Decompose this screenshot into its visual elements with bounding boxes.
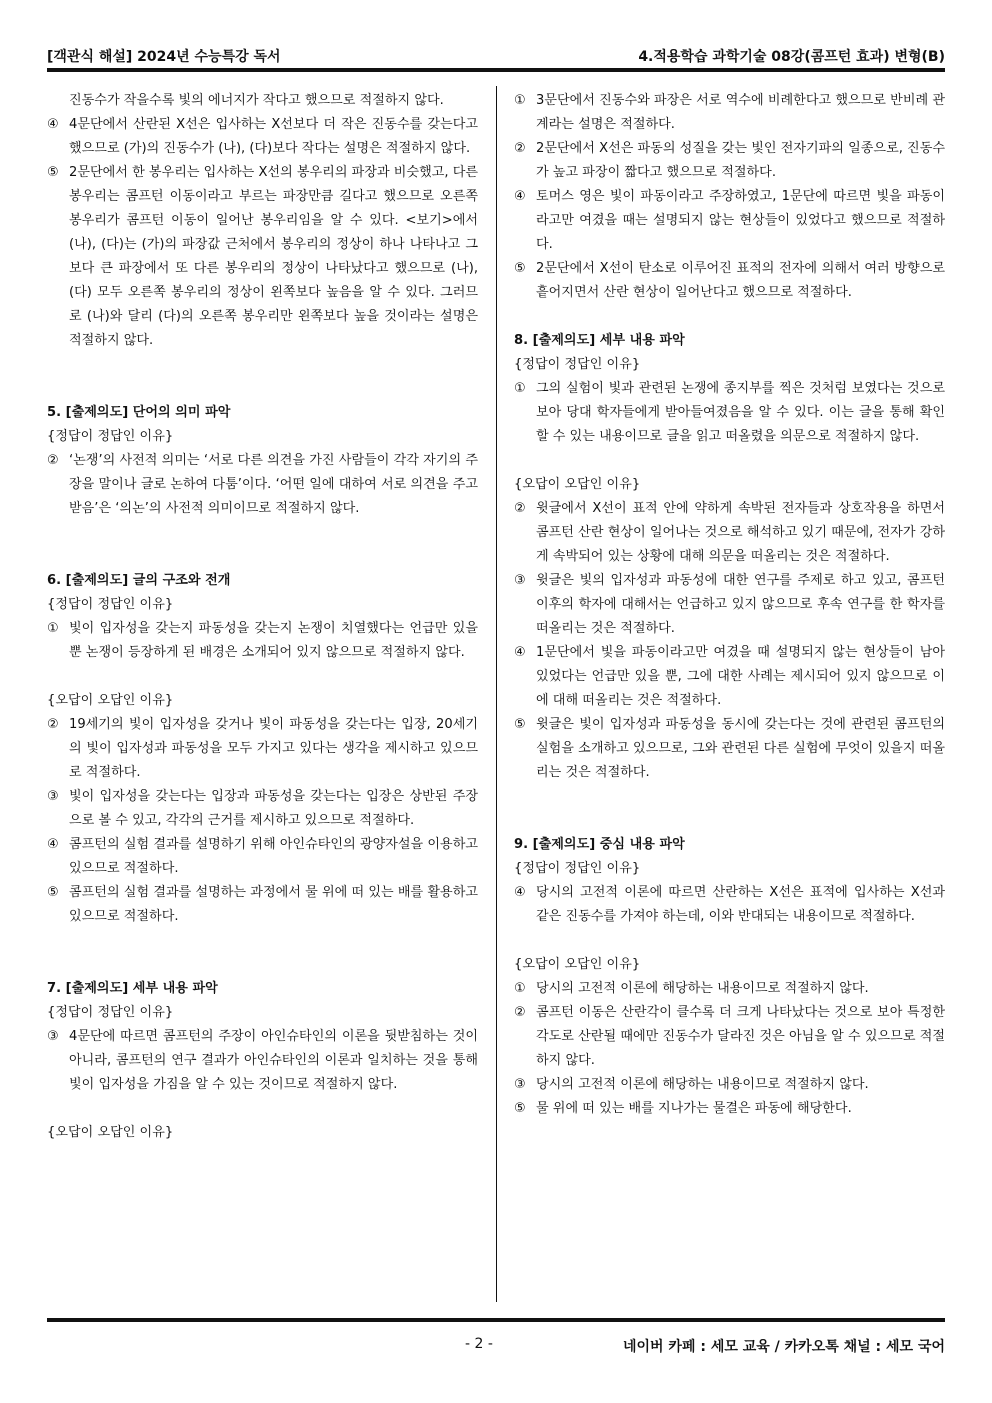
header-rule: [47, 68, 945, 72]
explanation-text: 콤프턴 이동은 산란각이 클수록 더 크게 나타났다는 것으로 보아 특정한 각도로 산란될 때에만 진동수가 달라진 것은 아님을 알 수 있으므로 적절하지 않다.: [536, 1005, 945, 1068]
choice-number: ③: [514, 1077, 526, 1092]
explanation-text: ‘논쟁’의 사전적 의미는 ‘서로 다른 의견을 가진 사람들이 각각 자기의 주장을 말이나 글로 논하여 다툼’이다. ‘어떤 일에 대하여 서로 의견을 주고받음’은 ‘의논’의 사전적 의미이므로 적절하지 않다.: [69, 453, 478, 516]
explanation-text: 2문단에서 한 봉우리는 입사하는 X선의 봉우리의 파장과 비슷했고, 다른 봉우리는 콤프턴 이동이라고 부르는 파장만큼 길다고 했으므로 오른쪽 봉우리가 콤프턴 이동이 일어난 봉우리임을 알 수 있다. <보기>에서 (나), (다)는 (가)의 파장값 근처에서 봉우리의 정상이 하나 나타나고 그보다 큰 파장에서 또 다른 봉우리의 정상이 나타났다고 했으므로 (나), (다) 모두 오른쪽 봉우리의 정상이 왼쪽보다 높음을 알 수 있다. 그러므로 (나)와 달리 (다)의 오른쪽 봉우리만 왼쪽보다 높을 것이라는 설명은 적절하지 않다.: [69, 165, 478, 348]
explanation-item: [47, 449, 478, 521]
header-doc-title: [객관식 해설] 2024년 수능특강 독서: [47, 49, 281, 65]
page-header: [47, 44, 945, 66]
explanation-item: [47, 713, 478, 785]
question-heading: 6. [출제의도] 글의 구조와 전개: [47, 573, 231, 588]
choice-number: ②: [514, 501, 526, 516]
choice-number: ④: [47, 837, 59, 852]
answer-reason-label: {오답이 오답인 이유}: [514, 477, 641, 492]
column-divider: [496, 86, 497, 1302]
choice-number: ②: [514, 141, 526, 156]
explanation-item: [514, 1097, 945, 1121]
explanation-text: 콤프턴의 실험 결과를 설명하기 위해 아인슈타인의 광양자설을 이용하고 있으므로 적절하다.: [69, 837, 478, 876]
header-section-title: 4.적용학습 과학기술 08강(콤프턴 효과) 변형(B): [638, 49, 945, 65]
left-column: [47, 89, 478, 1145]
explanation-item: [514, 377, 945, 449]
question-heading: 5. [출제의도] 단어의 의미 파악: [47, 405, 231, 420]
choice-number: ⑤: [514, 717, 526, 732]
choice-number: ③: [47, 789, 59, 804]
choice-number: ⑤: [514, 1101, 526, 1116]
answer-reason-label: {오답이 오답인 이유}: [47, 693, 174, 708]
spacer: [514, 929, 945, 953]
spacer: [47, 1097, 478, 1121]
choice-number: ⑤: [47, 165, 59, 180]
answer-reason-label: {정답이 정답인 이유}: [47, 597, 174, 612]
spacer: [47, 353, 478, 377]
explanation-text: 당시의 고전적 이론에 따르면 산란하는 X선은 표적에 입사하는 X선과 같은 진동수를 가져야 하는데, 이와 반대되는 내용이므로 적절하다.: [536, 885, 945, 924]
spacer: [47, 929, 478, 953]
explanation-item: [514, 137, 945, 185]
choice-number: ④: [514, 189, 526, 204]
explanation-text: 빛이 입자성을 갖는다는 입장과 파동성을 갖는다는 입장은 상반된 주장으로 볼 수 있고, 각각의 근거를 제시하고 있으므로 적절하다.: [69, 789, 478, 828]
choice-number: ②: [514, 1005, 526, 1020]
explanation-item: [514, 185, 945, 257]
spacer: [47, 665, 478, 689]
explanation-text: 토머스 영은 빛이 파동이라고 주장하였고, 1문단에 따르면 빛을 파동이라고만 여겼을 때는 설명되지 않는 현상들이 있었다고 했으므로 적절하다.: [536, 189, 945, 252]
question-heading: 7. [출제의도] 세부 내용 파악: [47, 981, 218, 996]
explanation-text: 당시의 고전적 이론에 해당하는 내용이므로 적절하지 않다.: [536, 1077, 869, 1092]
right-column: [514, 89, 945, 1121]
page-number: - 2 -: [465, 1336, 493, 1352]
explanation-text: 빛이 입자성을 갖는지 파동성을 갖는지 논쟁이 치열했다는 언급만 있을 뿐 논쟁이 등장하게 된 배경은 소개되어 있지 않으므로 적절하지 않다.: [69, 621, 478, 660]
explanation-item: [47, 113, 478, 161]
choice-number: ④: [47, 117, 59, 132]
explanation-item: [47, 161, 478, 353]
explanation-item: [514, 881, 945, 929]
explanation-continuation: 진동수가 작을수록 빛의 에너지가 작다고 했으므로 적절하지 않다.: [69, 93, 444, 108]
explanation-text: 물 위에 떠 있는 배를 지나가는 물결은 파동에 해당한다.: [536, 1101, 852, 1116]
explanation-text: 1문단에서 빛을 파동이라고만 여겼을 때 설명되지 않는 현상들이 남아 있었다는 언급만 있을 뿐, 그에 대한 사례는 제시되어 있지 않으므로 이에 대해 떠올리는 것은 적절하다.: [536, 645, 945, 708]
choice-number: ②: [47, 453, 59, 468]
answer-reason-label: {오답이 오답인 이유}: [514, 957, 641, 972]
explanation-item: [514, 569, 945, 641]
explanation-item: [514, 977, 945, 1001]
choice-number: ④: [514, 885, 526, 900]
choice-number: ②: [47, 717, 59, 732]
explanation-item: [47, 785, 478, 833]
spacer: [47, 521, 478, 545]
footer-channel-info: 네이버 카페 : 세모 교육 / 카카오톡 채널 : 세모 국어: [622, 1339, 945, 1355]
choice-number: ④: [514, 645, 526, 660]
explanation-item: [47, 833, 478, 881]
question-heading: 8. [출제의도] 세부 내용 파악: [514, 333, 685, 348]
explanation-text: 당시의 고전적 이론에 해당하는 내용이므로 적절하지 않다.: [536, 981, 869, 996]
answer-reason-label: {오답이 오답인 이유}: [47, 1125, 174, 1140]
spacer: [47, 377, 478, 401]
choice-number: ①: [514, 981, 526, 996]
choice-number: ⑤: [514, 261, 526, 276]
explanation-text: 2문단에서 X선은 파동의 성질을 갖는 빛인 전자기파의 일종으로, 진동수가 높고 파장이 짧다고 했으므로 적절하다.: [536, 141, 945, 180]
explanation-item: [514, 1001, 945, 1073]
answer-reason-label: {정답이 정답인 이유}: [514, 357, 641, 372]
spacer: [514, 449, 945, 473]
choice-number: ①: [514, 381, 526, 396]
explanation-text: 4문단에 따르면 콤프턴의 주장이 아인슈타인의 이론을 뒷받침하는 것이 아니라, 콤프턴의 연구 결과가 아인슈타인의 이론과 일치하는 것을 통해 빛이 입자성을 가짐을 알 수 있는 것이므로 적절하지 않다.: [69, 1029, 478, 1092]
spacer: [514, 809, 945, 833]
answer-reason-label: {정답이 정답인 이유}: [47, 429, 174, 444]
choice-number: ①: [47, 621, 59, 636]
answer-reason-label: {정답이 정답인 이유}: [514, 861, 641, 876]
explanation-text: 그의 실험이 빛과 관련된 논쟁에 종지부를 찍은 것처럼 보였다는 것으로 보아 당대 학자들에게 받아들여졌음을 알 수 있다. 이는 글을 통해 확인할 수 있는 내용이므로 글을 읽고 떠올렸을 의문으로 적절하지 않다.: [536, 381, 945, 444]
choice-number: ⑤: [47, 885, 59, 900]
answer-reason-label: {정답이 정답인 이유}: [47, 1005, 174, 1020]
explanation-text: 19세기의 빛이 입자성을 갖거나 빛이 파동성을 갖는다는 입장, 20세기의 빛이 입자성과 파동성을 모두 가지고 있다는 생각을 제시하고 있으므로 적절하다.: [69, 717, 478, 780]
explanation-item: [47, 617, 478, 665]
explanation-item: [514, 257, 945, 305]
spacer: [47, 545, 478, 569]
explanation-item: [514, 497, 945, 569]
explanation-text: 콤프턴의 실험 결과를 설명하는 과정에서 물 위에 떠 있는 배를 활용하고 있으므로 적절하다.: [69, 885, 478, 924]
explanation-item: [47, 1025, 478, 1097]
explanation-item: [514, 713, 945, 785]
footer-rule: [47, 1318, 945, 1322]
spacer: [514, 305, 945, 329]
explanation-text: 4문단에서 산란된 X선은 입사하는 X선보다 더 작은 진동수를 갖는다고 했으므로 (가)의 진동수가 (나), (다)보다 작다는 설명은 적절하지 않다.: [69, 117, 478, 156]
explanation-text: 윗글에서 X선이 표적 안에 약하게 속박된 전자들과 상호작용을 하면서 콤프턴 산란 현상이 일어나는 것으로 해석하고 있기 때문에, 전자가 강하게 속박되어 있는 상황에 대해 의문을 떠올리는 것은 적절하다.: [536, 501, 945, 564]
explanation-item: [514, 1073, 945, 1097]
explanation-text: 2문단에서 X선이 탄소로 이루어진 표적의 전자에 의해서 여러 방향으로 흩어지면서 산란 현상이 일어난다고 했으므로 적절하다.: [536, 261, 945, 300]
choice-number: ③: [47, 1029, 59, 1044]
question-heading: 9. [출제의도] 중심 내용 파악: [514, 837, 685, 852]
choice-number: ③: [514, 573, 526, 588]
explanation-item: [47, 881, 478, 929]
explanation-item: [514, 641, 945, 713]
explanation-text: 윗글은 빛의 입자성과 파동성에 대한 연구를 주제로 하고 있고, 콤프턴 이후의 학자에 대해서는 언급하고 있지 않으므로 후속 연구를 한 학자를 떠올리는 것은 적절하다.: [536, 573, 945, 636]
choice-number: ①: [514, 93, 526, 108]
spacer: [514, 785, 945, 809]
spacer: [47, 953, 478, 977]
explanation-text: 3문단에서 진동수와 파장은 서로 역수에 비례한다고 했으므로 반비례 관계라는 설명은 적절하다.: [536, 93, 945, 132]
explanation-item: [514, 89, 945, 137]
explanation-text: 윗글은 빛이 입자성과 파동성을 동시에 갖는다는 것에 관련된 콤프턴의 실험을 소개하고 있으므로, 그와 관련된 다른 실험에 무엇이 있을지 떠올리는 것은 적절하다.: [536, 717, 945, 780]
